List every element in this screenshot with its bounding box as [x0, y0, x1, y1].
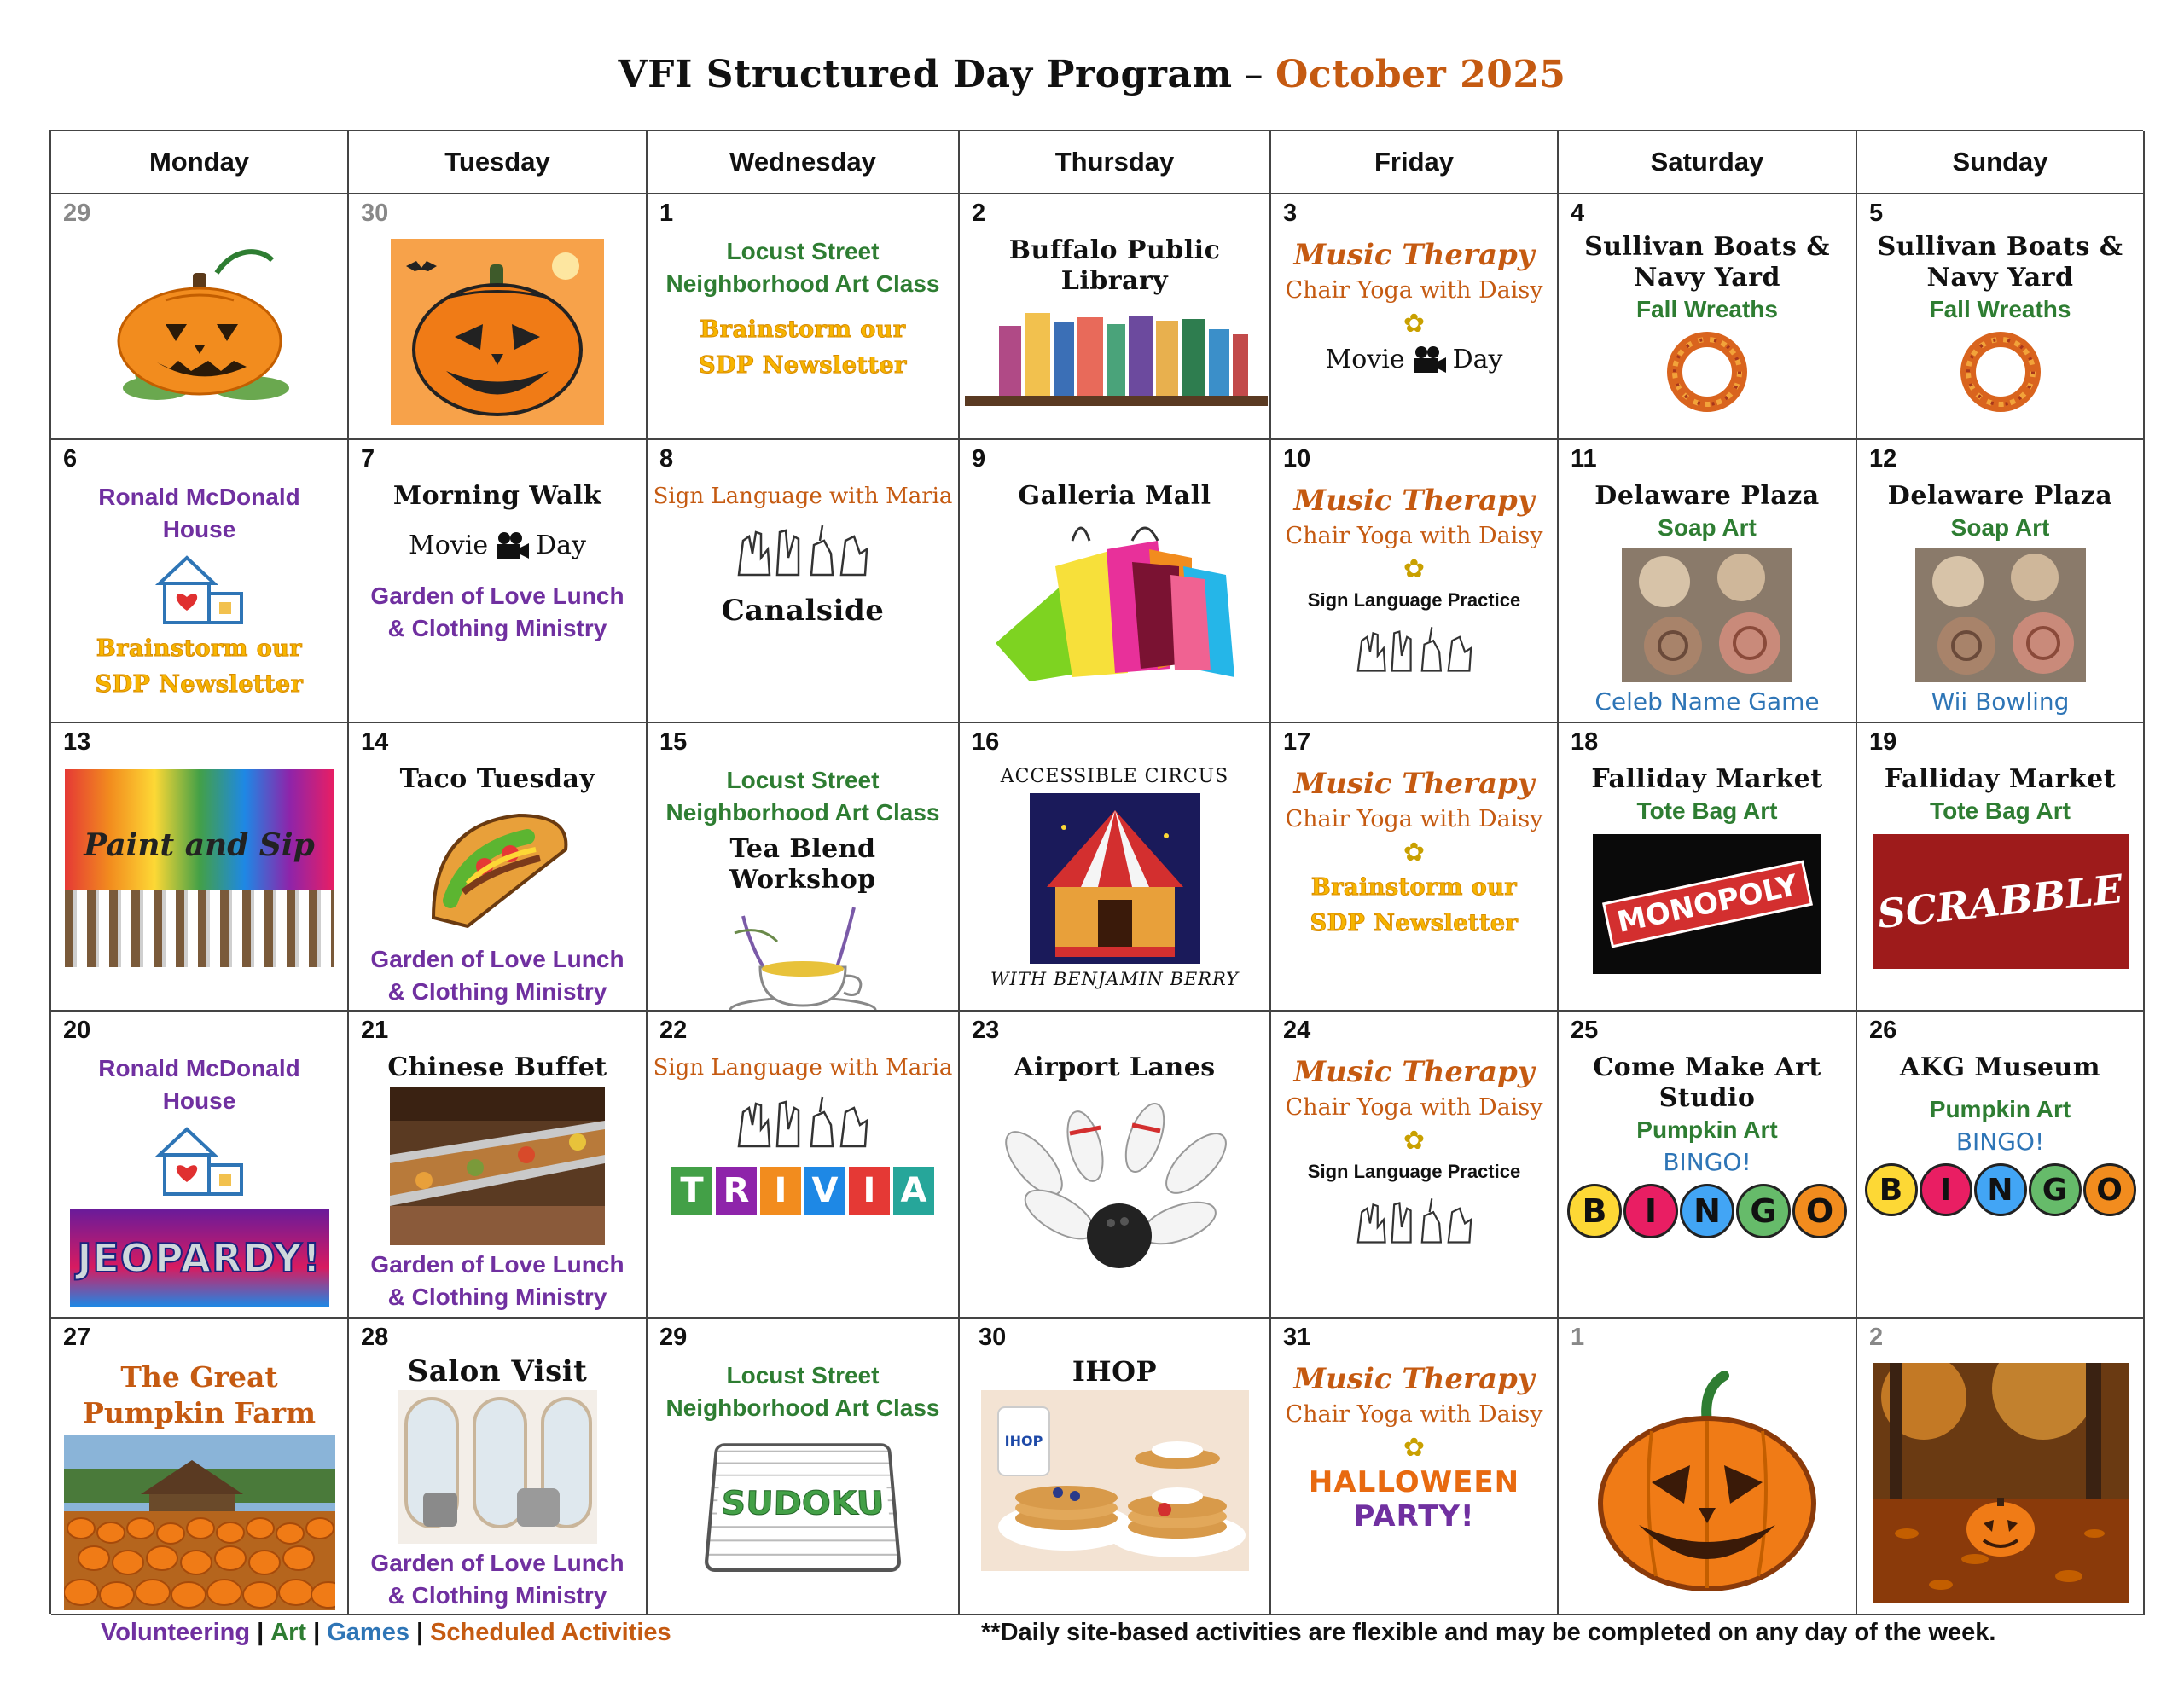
activity-outing: Falliday Market	[1884, 764, 2117, 794]
jeopardy-logo: JEOPARDY!	[77, 1235, 322, 1281]
bingo-ball: G	[2029, 1163, 2082, 1216]
activity-outing: Airport Lanes	[1014, 1052, 1216, 1082]
activity-art: Neighborhood Art Class	[665, 270, 940, 297]
day-cell-oct-7	[349, 440, 648, 723]
activity-movie-day	[409, 527, 586, 565]
legend-separator: |	[313, 1619, 321, 1646]
activity-outing: Delaware Plaza	[1887, 481, 2113, 511]
pumpkin-icon	[89, 239, 311, 409]
sign-language-hands-icon	[730, 515, 875, 583]
activity-outing: AKG Museum	[1900, 1052, 2100, 1082]
sign-language-hands-icon	[730, 1087, 875, 1155]
day-number: 7	[361, 445, 375, 472]
day-cell-oct-2	[960, 194, 1271, 440]
day-number: 14	[361, 728, 389, 756]
day-cell-oct-10	[1271, 440, 1559, 723]
weekday-header-saturday: Saturday	[1559, 131, 1857, 194]
activity-outing: Navy Yard	[1926, 263, 2074, 293]
activity-halloween: HALLOWEEN	[1308, 1465, 1520, 1499]
wreath-icon	[1958, 329, 2043, 415]
day-cell-oct-5	[1857, 194, 2145, 440]
jack-o-lantern-icon	[391, 239, 604, 425]
trivia-tiles	[671, 1167, 934, 1215]
day-number: 19	[1869, 728, 1897, 756]
activity-music-therapy: Music Therapy	[1293, 1055, 1535, 1089]
activity-art: Locust Street	[726, 1362, 880, 1388]
day-cell-oct-23	[960, 1012, 1271, 1319]
sign-language-hands-icon	[1350, 1189, 1478, 1250]
activity-art: Locust Street	[726, 238, 880, 264]
program-title: VFI Structured Day Program	[618, 53, 1233, 96]
bingo-balls	[1865, 1163, 2136, 1216]
day-number: 2	[1869, 1324, 1884, 1351]
movie-camera-icon	[495, 531, 529, 560]
daisy-icon: ✿	[1403, 1127, 1426, 1155]
bowling-icon	[974, 1087, 1256, 1274]
activity-party: PARTY!	[1353, 1499, 1475, 1533]
day-number: 5	[1869, 200, 1884, 227]
activity-chair-yoga: Chair Yoga with Daisy	[1285, 806, 1543, 832]
activity-outing: Delaware Plaza	[1594, 481, 1820, 511]
activity-outing: Falliday Market	[1591, 764, 1823, 794]
bingo-ball: I	[1920, 1163, 1972, 1216]
day-cell-oct-31	[1271, 1319, 1559, 1615]
day-cell-oct-27	[51, 1319, 349, 1615]
day-number: 1	[659, 200, 674, 227]
activity-volunteering: House	[162, 516, 236, 542]
day-cell-oct-14	[349, 723, 648, 1012]
activity-music-therapy: Music Therapy	[1293, 238, 1535, 272]
activity-newsletter: SDP Newsletter	[1310, 910, 1519, 936]
day-label: Day	[536, 530, 586, 560]
day-number: 15	[659, 728, 688, 756]
activity-newsletter: SDP Newsletter	[95, 671, 304, 698]
day-number: 11	[1571, 445, 1597, 472]
day-cell-oct-24	[1271, 1012, 1559, 1319]
weekday-header-wednesday: Wednesday	[648, 131, 960, 194]
day-number: 1	[1571, 1324, 1585, 1351]
weekday-header-tuesday: Tuesday	[349, 131, 648, 194]
activity-outing: Canalside	[721, 594, 885, 628]
activity-outing: Sullivan Boats &	[1584, 232, 1830, 262]
activity-chair-yoga: Chair Yoga with Daisy	[1285, 1094, 1543, 1121]
activity-volunteering: Ronald McDonald	[98, 1055, 300, 1081]
bingo-ball: B	[1865, 1163, 1918, 1216]
day-cell-oct-30	[960, 1319, 1271, 1615]
books-icon	[965, 300, 1268, 413]
scrabble-logo: SCRABBLE	[1875, 866, 2125, 937]
bingo-ball: O	[2083, 1163, 2136, 1216]
activity-volunteering: Garden of Love Lunch	[370, 946, 624, 972]
legend-art: Art	[270, 1619, 307, 1646]
day-number: 30	[361, 200, 389, 227]
bingo-ball: G	[1736, 1184, 1791, 1238]
day-cell-oct-4	[1559, 194, 1857, 440]
activity-outing: Tea Blend Workshop	[729, 834, 876, 895]
buffet-image	[390, 1087, 605, 1245]
activity-art: Pumpkin Art	[1929, 1096, 2071, 1122]
activity-circus-title: ACCESSIBLE CIRCUS	[1000, 766, 1229, 787]
day-number: 12	[1869, 445, 1897, 472]
activity-outing: Morning Walk	[392, 481, 602, 511]
day-number: 9	[972, 445, 986, 472]
day-cell-oct-19	[1857, 723, 2145, 1012]
trivia-tile: R	[716, 1167, 757, 1215]
activity-art: Soap Art	[1950, 514, 2050, 541]
day-number: 23	[972, 1017, 1000, 1044]
weekday-header-thursday: Thursday	[960, 131, 1271, 194]
activity-circus-subtitle: WITH BENJAMIN BERRY	[990, 969, 1240, 989]
bingo-ball: N	[1974, 1163, 2027, 1216]
day-label: Day	[1452, 345, 1503, 374]
day-cell-oct-21	[349, 1012, 648, 1319]
trivia-tile: V	[804, 1167, 845, 1215]
trivia-tile: A	[893, 1167, 934, 1215]
activity-music-therapy: Music Therapy	[1293, 767, 1535, 801]
activity-games: Wii Bowling	[1931, 687, 2070, 716]
monopoly-logo: MONOPOLY	[1602, 861, 1813, 948]
sign-language-hands-icon	[1350, 617, 1478, 679]
day-cell-oct-8	[648, 440, 960, 723]
activity-art: Fall Wreaths	[1636, 296, 1778, 322]
activity-outing: IHOP	[1072, 1355, 1158, 1388]
ihop-mug-label: IHOP	[1004, 1433, 1043, 1449]
activity-volunteering: House	[162, 1087, 236, 1114]
bingo-ball: O	[1792, 1184, 1847, 1238]
activity-outing: The Great	[120, 1360, 278, 1394]
activity-volunteering: Ronald McDonald	[98, 484, 300, 510]
day-number: 6	[63, 445, 78, 472]
activity-volunteering: & Clothing Ministry	[387, 1284, 607, 1310]
activity-art: Neighborhood Art Class	[665, 799, 940, 826]
activity-games: BINGO!	[1663, 1148, 1751, 1176]
trivia-tile: T	[671, 1167, 712, 1215]
day-number: 4	[1571, 200, 1585, 227]
day-number: 16	[972, 728, 1000, 756]
day-number: 20	[63, 1017, 91, 1044]
day-cell-oct-3	[1271, 194, 1559, 440]
daisy-icon: ✿	[1403, 838, 1426, 867]
day-cell-oct-1	[648, 194, 960, 440]
activity-art: Fall Wreaths	[1929, 296, 2071, 322]
activity-volunteering: & Clothing Ministry	[387, 615, 607, 641]
activity-games: Celeb Name Game	[1594, 687, 1820, 716]
activity-art: Tote Bag Art	[1636, 797, 1778, 824]
activity-newsletter: Brainstorm our	[700, 316, 906, 343]
activity-newsletter: Brainstorm our	[1310, 874, 1518, 901]
day-number: 24	[1283, 1017, 1311, 1044]
day-number: 21	[361, 1017, 389, 1044]
activity-chair-yoga: Chair Yoga with Daisy	[1285, 1401, 1543, 1428]
legend-scheduled: Scheduled Activities	[430, 1619, 671, 1646]
activity-volunteering: & Clothing Ministry	[387, 978, 607, 1005]
day-cell-oct-28	[349, 1319, 648, 1615]
daisy-icon: ✿	[1403, 310, 1426, 338]
activity-volunteering: Garden of Love Lunch	[370, 1251, 624, 1278]
paint-and-sip-image	[65, 769, 334, 967]
activity-chair-yoga: Chair Yoga with Daisy	[1285, 523, 1543, 549]
day-cell-oct-25	[1559, 1012, 1857, 1319]
day-number: 27	[63, 1324, 91, 1351]
activity-art: Tote Bag Art	[1930, 797, 2071, 824]
day-cell-oct-11	[1559, 440, 1857, 723]
day-number: 29	[63, 200, 91, 227]
day-cell-oct-13	[51, 723, 349, 1012]
day-cell-oct-26	[1857, 1012, 2145, 1319]
legend-volunteering: Volunteering	[101, 1619, 251, 1646]
activity-music-therapy: Music Therapy	[1293, 1362, 1535, 1396]
day-number: 31	[1283, 1324, 1311, 1351]
day-number: 25	[1571, 1017, 1599, 1044]
tea-cup-icon	[717, 899, 888, 1012]
activity-outing: Buffalo Public	[1008, 235, 1221, 265]
activity-outing: Galleria Mall	[1018, 481, 1211, 511]
day-cell-nov-2	[1857, 1319, 2145, 1615]
taco-icon	[416, 798, 578, 935]
day-cell-oct-29	[648, 1319, 960, 1615]
activity-music-therapy: Music Therapy	[1293, 484, 1535, 518]
activity-sign-practice: Sign Language Practice	[1307, 589, 1521, 611]
activity-volunteering: Garden of Love Lunch	[370, 1550, 624, 1576]
weekday-header-friday: Friday	[1271, 131, 1559, 194]
legend-games: Games	[327, 1619, 410, 1646]
movie-camera-icon	[1412, 345, 1446, 374]
day-cell-oct-6	[51, 440, 349, 723]
day-cell-sep-29	[51, 194, 349, 440]
day-number: 17	[1283, 728, 1311, 756]
day-number: 13	[63, 728, 91, 756]
activity-outing: Pumpkin Farm	[83, 1396, 316, 1429]
activity-sign-practice: Sign Language Practice	[1307, 1161, 1521, 1182]
bingo-ball: N	[1680, 1184, 1734, 1238]
activity-outing: Library	[1060, 266, 1169, 296]
paint-and-sip-label: Paint and Sip	[84, 827, 315, 863]
day-number: 29	[659, 1324, 688, 1351]
trivia-tile: I	[760, 1167, 801, 1215]
day-number: 10	[1283, 445, 1311, 472]
daisy-icon: ✿	[1403, 1434, 1426, 1462]
day-number: 22	[659, 1017, 688, 1044]
activity-outing: Sullivan Boats &	[1877, 232, 2123, 262]
salon-image	[398, 1390, 597, 1544]
pancakes-image	[981, 1390, 1249, 1571]
weekday-header-monday: Monday	[51, 131, 349, 194]
day-cell-oct-17	[1271, 723, 1559, 1012]
scrabble-image	[1873, 834, 2129, 969]
page-title	[0, 53, 2184, 96]
legend-separator: |	[257, 1619, 264, 1646]
calendar-grid	[49, 130, 2143, 1614]
activity-newsletter: Brainstorm our	[96, 635, 303, 662]
jeopardy-image	[70, 1209, 329, 1307]
title-separator: –	[1244, 53, 1264, 96]
activity-sign-language: Sign Language with Maria	[653, 1055, 953, 1081]
pumpkin-farm-image	[64, 1435, 335, 1610]
soap-icon	[1915, 548, 2086, 682]
activity-chair-yoga: Chair Yoga with Daisy	[1285, 277, 1543, 304]
day-cell-oct-22	[648, 1012, 960, 1319]
day-cell-oct-20	[51, 1012, 349, 1319]
title-month: October 2025	[1275, 53, 1566, 96]
soap-icon	[1622, 548, 1792, 682]
jack-o-lantern-icon	[1592, 1363, 1822, 1593]
bingo-balls	[1567, 1184, 1847, 1238]
day-cell-oct-9	[960, 440, 1271, 723]
day-cell-sep-30	[349, 194, 648, 440]
activity-outing: Chinese Buffet	[387, 1052, 607, 1082]
activity-sign-language: Sign Language with Maria	[653, 484, 953, 509]
activity-art: Pumpkin Art	[1636, 1116, 1778, 1143]
day-number: 26	[1869, 1017, 1897, 1044]
day-number: 30	[979, 1324, 1007, 1351]
activity-volunteering: & Clothing Ministry	[387, 1582, 607, 1609]
circus-tent-icon	[1030, 793, 1200, 964]
activity-movie-day	[1326, 341, 1503, 379]
activity-newsletter: SDP Newsletter	[699, 352, 907, 379]
movie-label: Movie	[1325, 345, 1405, 374]
day-cell-nov-1	[1559, 1319, 1857, 1615]
activity-outing: Come Make Art	[1593, 1052, 1821, 1082]
wreath-icon	[1664, 329, 1750, 415]
footnote: **Daily site-based activities are flexible and may be completed on any day of the week.	[981, 1619, 1996, 1646]
day-number: 8	[659, 445, 674, 472]
autumn-leaves-image	[1873, 1363, 2129, 1603]
activity-art: Neighborhood Art Class	[665, 1394, 940, 1421]
day-cell-oct-12	[1857, 440, 2145, 723]
day-number: 2	[972, 200, 986, 227]
activity-outing: Taco Tuesday	[399, 764, 595, 794]
trivia-tile: I	[849, 1167, 890, 1215]
monopoly-image	[1593, 834, 1821, 974]
activity-art: Soap Art	[1658, 514, 1757, 541]
color-legend	[101, 1619, 671, 1647]
bingo-ball: B	[1567, 1184, 1622, 1238]
house-heart-icon	[153, 1121, 247, 1199]
day-cell-oct-16	[960, 723, 1271, 1012]
bingo-ball: I	[1623, 1184, 1678, 1238]
sudoku-image	[704, 1443, 902, 1572]
shopping-bags-icon	[987, 515, 1243, 686]
weekday-header-sunday: Sunday	[1857, 131, 2145, 194]
house-heart-icon	[153, 549, 247, 628]
day-cell-oct-18	[1559, 723, 1857, 1012]
activity-games: BINGO!	[1955, 1128, 2045, 1156]
day-cell-oct-15	[648, 723, 960, 1012]
day-number: 3	[1283, 200, 1298, 227]
legend-separator: |	[415, 1619, 424, 1646]
sudoku-label: SUDOKU	[717, 1486, 890, 1523]
movie-label: Movie	[409, 530, 489, 560]
activity-outing: Studio	[1658, 1083, 1756, 1113]
day-number: 18	[1571, 728, 1599, 756]
activity-outing: Salon Visit	[407, 1354, 588, 1388]
daisy-icon: ✿	[1403, 555, 1426, 583]
activity-outing: Navy Yard	[1634, 263, 1780, 293]
activity-art: Locust Street	[726, 767, 880, 793]
day-number: 28	[361, 1324, 389, 1351]
activity-volunteering: Garden of Love Lunch	[370, 583, 624, 609]
